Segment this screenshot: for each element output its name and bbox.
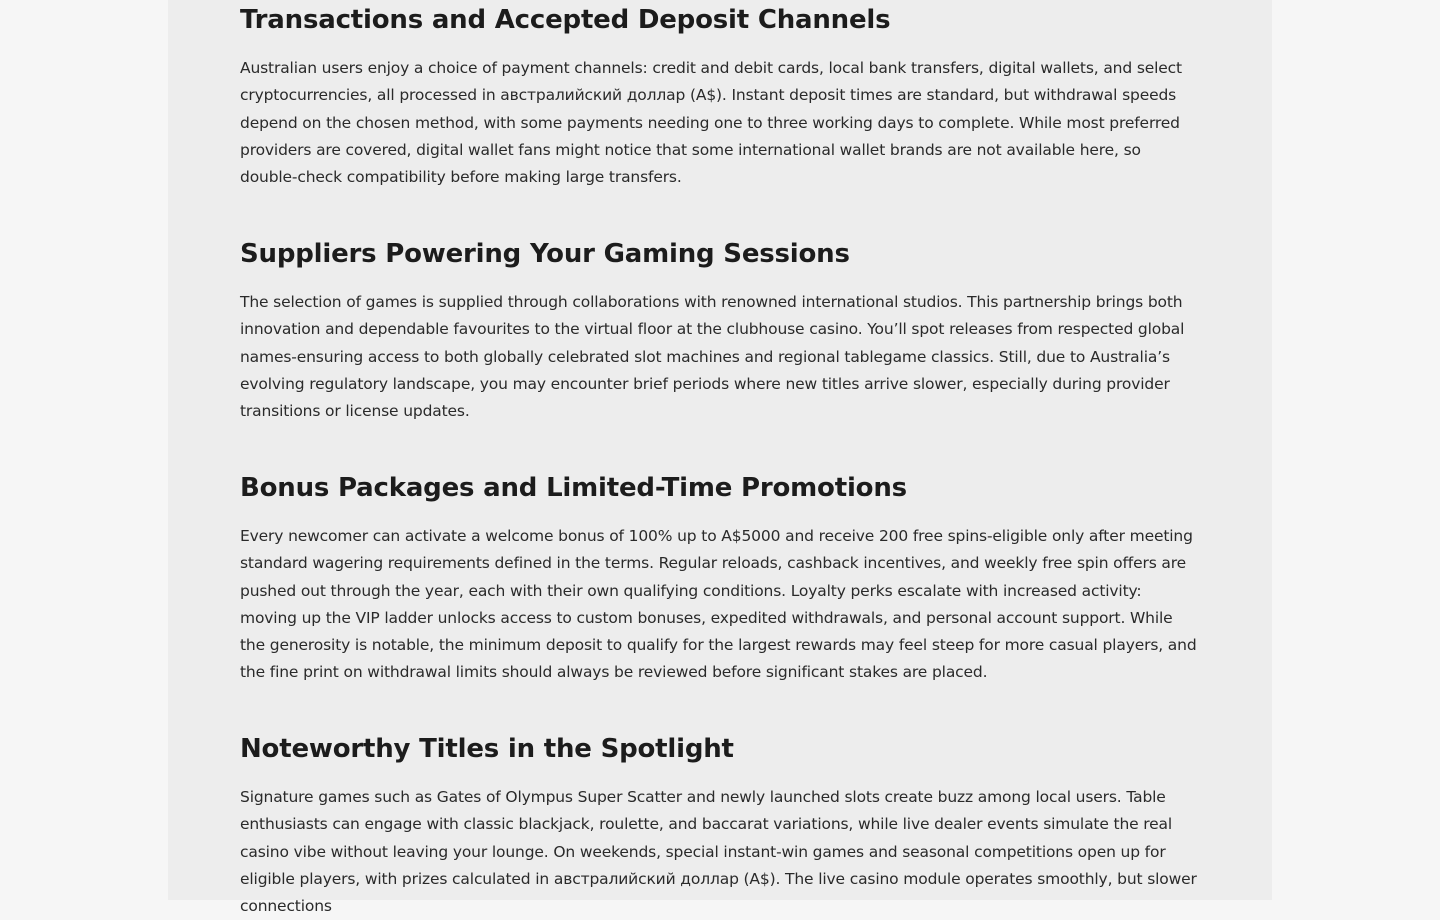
section-heading: Bonus Packages and Limited-Time Promotions: [240, 473, 907, 503]
section-heading: Suppliers Powering Your Gaming Sessions: [240, 239, 850, 269]
section-paragraph: Every newcomer can activate a welcome bonus of 100% up to A$5000 and receive 200 free spins-eligible only after meeting standard wagering requirements defined in the terms. Regular reloads, cashback incentives, and weekly free spin offers are pushed out through the year, each with their own qualifying conditions. Loyalty perks escalate with increased activity: moving up the VIP ladder unlocks access to custom bonuses, expedited withdrawals, and personal account support. While the generosity is notable, the minimum deposit to qualify for the largest rewards may feel steep for more casual players, and the fine print on withdrawal limits should always be reviewed before significant stakes are placed.: [240, 527, 1197, 682]
section-heading: Noteworthy Titles in the Spotlight: [240, 734, 734, 764]
section-paragraph: Signature games such as Gates of Olympus Super Scatter and newly launched slots create buzz among local users. Table enthusiasts can engage with classic blackjack, roulette, and baccarat variations, while live dealer events simulate the real casino vibe without leaving your lounge. On weekends, special instant-win games and seasonal competitions open up for eligible players, with prizes calculated in австралийский доллар (A$). The live casino module operates smoothly, but slower connections: [240, 788, 1197, 916]
section-paragraph: Australian users enjoy a choice of payment channels: credit and debit cards, local bank transfers, digital wallets, and select cryptocurrencies, all processed in австралийский доллар (A$). Instant deposit times are standard, but withdrawal speeds depend on the chosen method, with some payments needing one to three working days to complete. While most preferred providers are covered, digital wallet fans might notice that some international wallet brands are not available here, so double-check compatibility before making large transfers.: [240, 59, 1182, 187]
section-heading: Transactions and Accepted Deposit Channels: [240, 5, 891, 35]
article-page: [168, 0, 1272, 916]
section-paragraph: The selection of games is supplied through collaborations with renowned international studios. This partnership brings both innovation and dependable favourites to the virtual floor at the clubhouse casino. You’ll spot releases from respected global names-ensuring access to both globally celebrated slot machines and regional tablegame classics. Still, due to Australia’s evolving regulatory landscape, you may encounter brief periods where new titles arrive slower, especially during provider transitions or license updates.: [240, 293, 1185, 421]
